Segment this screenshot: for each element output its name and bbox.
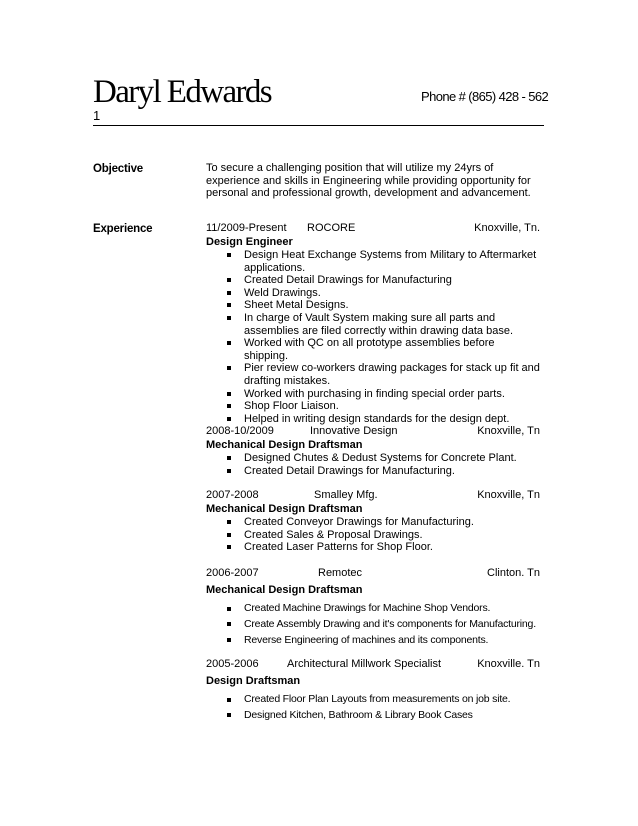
page-number: 1 bbox=[93, 108, 101, 123]
job-date: 2008-10/2009 bbox=[206, 425, 274, 437]
job-title: Mechanical Design Draftsman bbox=[206, 584, 363, 596]
objective-label: Objective bbox=[93, 163, 143, 175]
list-item: Designed Kitchen, Bathroom & Library Book Cases bbox=[206, 708, 546, 724]
list-item: Worked with purchasing in finding special order parts. bbox=[206, 388, 546, 401]
list-item: Created Detail Drawings for Manufacturing bbox=[206, 274, 546, 287]
job-entry-smalley bbox=[206, 489, 546, 554]
job-location: Knoxville, Tn bbox=[477, 489, 540, 501]
job-date: 11/2009-Present bbox=[206, 222, 287, 234]
list-item: Created Floor Plan Layouts from measurements on job site. bbox=[206, 692, 546, 708]
job-company: Architectural Millwork Specialist bbox=[287, 658, 442, 670]
job-entry-remotec bbox=[206, 567, 546, 648]
list-item: Created Conveyor Drawings for Manufacturing. bbox=[206, 516, 546, 529]
list-item: Created Detail Drawings for Manufacturing. bbox=[206, 465, 546, 478]
job-title: Mechanical Design Draftsman bbox=[206, 503, 363, 515]
list-item: Shop Floor Liaison. bbox=[206, 400, 546, 413]
job-bullets bbox=[206, 516, 546, 554]
job-company: ROCORE bbox=[307, 222, 356, 234]
list-item: Created Laser Patterns for Shop Floor. bbox=[206, 541, 546, 554]
job-location: Clinton. Tn bbox=[487, 567, 540, 579]
list-item: Created Machine Drawings for Machine Shop Vendors. bbox=[206, 601, 546, 617]
objective-text: To secure a challenging position that will utilize my 24yrs of experience and skills in Engineering while providing opportunity for personal and professional growth, development and advancement. bbox=[206, 162, 531, 199]
job-entry-architectural-millwork bbox=[206, 658, 546, 724]
job-bullets bbox=[206, 601, 546, 648]
job-entry-innovative-design bbox=[206, 425, 546, 477]
job-title: Design Engineer bbox=[206, 236, 293, 248]
list-item: Designed Chutes & Dedust Systems for Concrete Plant. bbox=[206, 452, 546, 465]
job-bullets bbox=[206, 249, 546, 425]
experience-label: Experience bbox=[93, 223, 153, 235]
job-date: 2005-2006 bbox=[206, 658, 259, 670]
list-item: Helped in writing design standards for the design dept. bbox=[206, 413, 546, 426]
job-location: Knoxville, Tn. bbox=[474, 222, 540, 234]
job-company: Innovative Design bbox=[310, 425, 398, 437]
list-item: Created Sales & Proposal Drawings. bbox=[206, 529, 546, 542]
list-item: Design Heat Exchange Systems from Military to Aftermarket applications. bbox=[206, 249, 546, 274]
list-item: Create Assembly Drawing and it's components for Manufacturing. bbox=[206, 617, 546, 633]
list-item: Sheet Metal Designs. bbox=[206, 299, 546, 312]
job-entry-rocore bbox=[206, 222, 546, 425]
header-divider bbox=[93, 125, 544, 126]
list-item: Worked with QC on all prototype assemblies before shipping. bbox=[206, 337, 546, 362]
job-title: Mechanical Design Draftsman bbox=[206, 439, 363, 451]
list-item: Weld Drawings. bbox=[206, 287, 546, 300]
list-item: Reverse Engineering of machines and its components. bbox=[206, 633, 546, 649]
job-bullets bbox=[206, 692, 546, 724]
job-location: Knoxville. Tn bbox=[477, 658, 540, 670]
candidate-name: Daryl Edwards bbox=[93, 74, 272, 110]
job-location: Knoxville, Tn bbox=[477, 425, 540, 437]
job-date: 2007-2008 bbox=[206, 489, 259, 501]
phone-number: Phone # (865) 428 - 562 bbox=[421, 89, 549, 104]
list-item: Pier review co-workers drawing packages for stack up fit and drafting mistakes. bbox=[206, 362, 546, 387]
job-company: Smalley Mfg. bbox=[314, 489, 378, 501]
job-date: 2006-2007 bbox=[206, 567, 259, 579]
job-company: Remotec bbox=[318, 567, 363, 579]
job-title: Design Draftsman bbox=[206, 675, 301, 687]
job-bullets bbox=[206, 452, 546, 477]
list-item: In charge of Vault System making sure all parts and assemblies are filed correctly within drawing data base. bbox=[206, 312, 546, 337]
